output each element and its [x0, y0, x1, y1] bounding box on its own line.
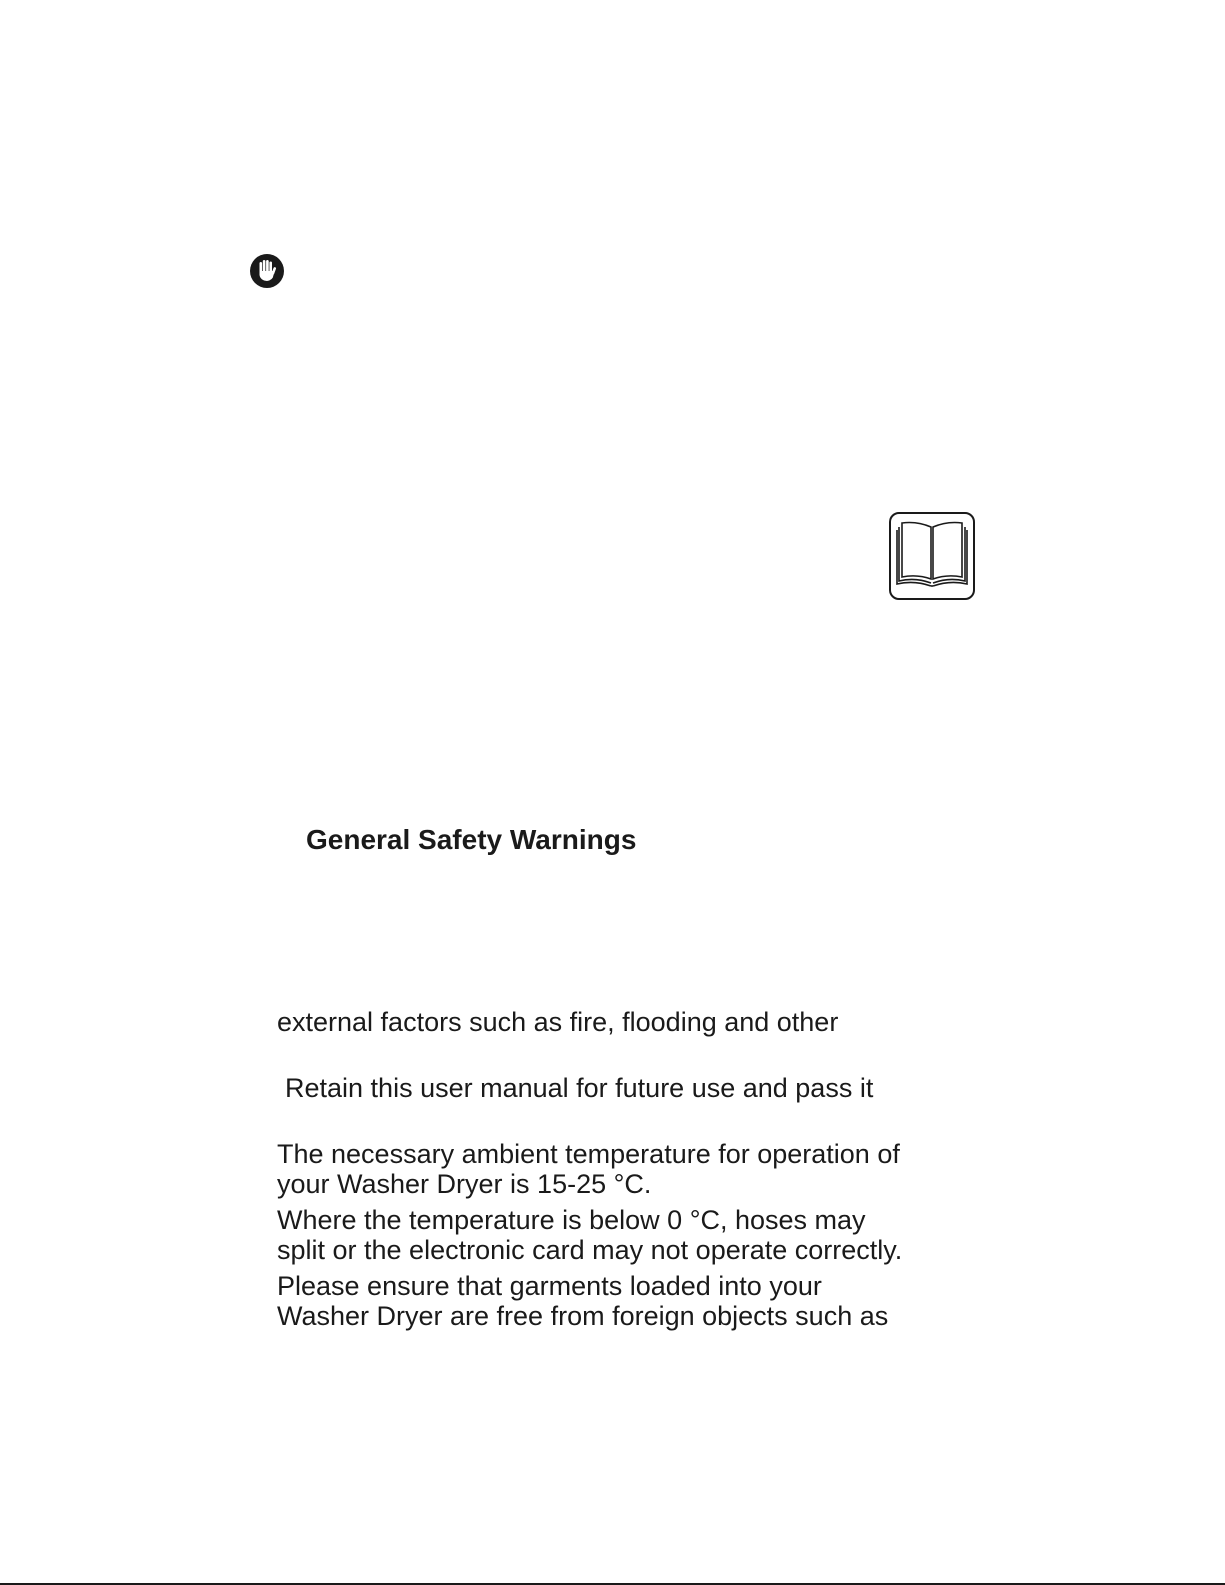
stop-hand-icon — [249, 253, 285, 289]
open-book-icon — [889, 512, 975, 600]
body-line: external factors such as fire, flooding and other — [277, 1007, 839, 1037]
body-line: split or the electronic card may not operate correctly. — [277, 1235, 903, 1265]
body-line: your Washer Dryer is 15-25 °C. — [277, 1169, 652, 1199]
body-line: The necessary ambient temperature for operation of — [277, 1139, 900, 1169]
body-line: Washer Dryer are free from foreign objects such as — [277, 1301, 889, 1331]
body-line: Please ensure that garments loaded into your — [277, 1271, 822, 1301]
body-line: Where the temperature is below 0 °C, hoses may — [277, 1205, 866, 1235]
section-title: General Safety Warnings — [306, 824, 637, 855]
body-line: Retain this user manual for future use and pass it — [285, 1073, 874, 1103]
